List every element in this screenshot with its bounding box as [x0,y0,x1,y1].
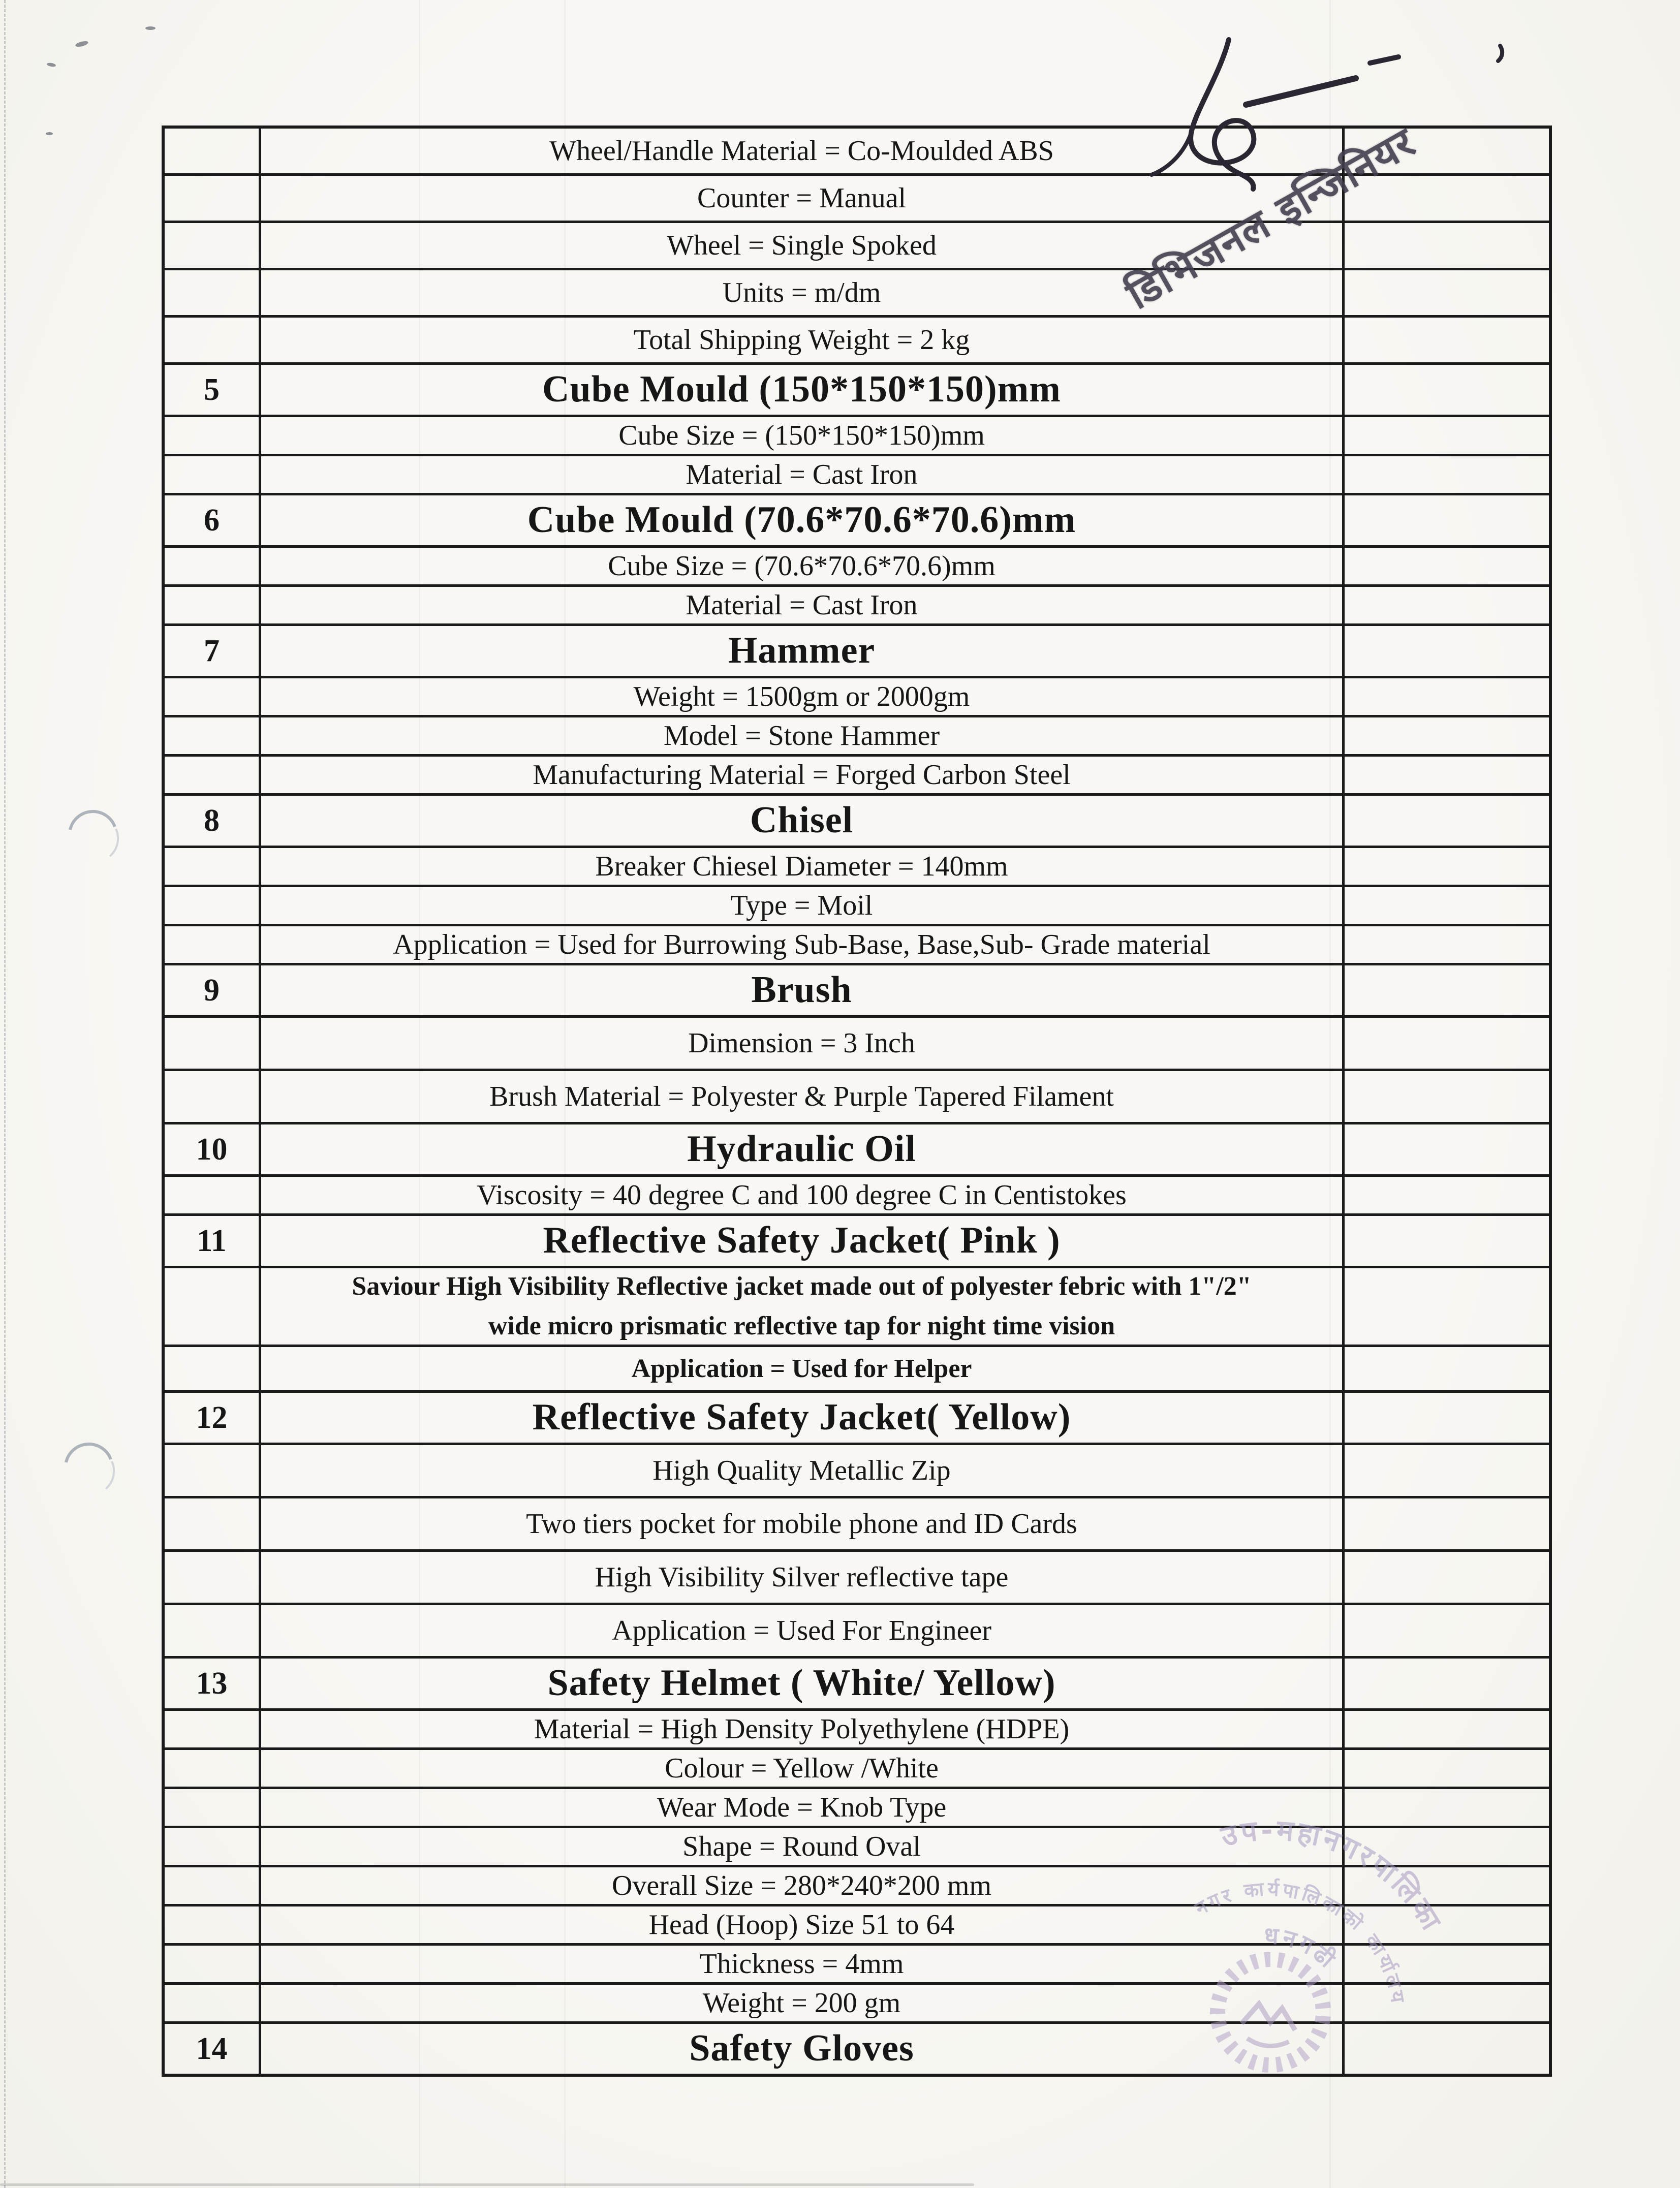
signature-ink [1118,15,1565,218]
item-number-cell [165,887,261,924]
spec-cell [261,1498,1345,1549]
item-number-cell [165,270,261,315]
item-number-cell [165,1789,261,1826]
spec-text: Application = Used For Engineer [612,1614,991,1646]
remarks-empty-cell [1345,1177,1549,1213]
seal-emblem-base [1247,2038,1289,2048]
remarks-empty-cell [1345,456,1549,493]
item-number-cell [165,848,261,885]
spec-text: Hammer [728,630,876,672]
table-row [165,270,1549,318]
spec-cell [261,757,1345,793]
table-row [165,1268,1549,1347]
table-row [165,587,1549,626]
item-number-cell [165,318,261,362]
spec-cell [261,587,1345,623]
spec-cell [261,1177,1345,1213]
table-row [165,365,1549,417]
item-number: 11 [197,1223,227,1258]
item-number-cell [165,1828,261,1865]
item-number: 9 [204,973,220,1008]
spec-text: Material = Cast Iron [686,589,918,621]
table-row [165,678,1549,717]
spec-text: Chisel [750,799,854,841]
table-row [165,1124,1549,1177]
scan-speck [47,62,56,67]
punch-hole [57,1438,123,1504]
remarks-empty-cell [1345,1393,1549,1443]
item-number: 12 [196,1400,228,1435]
remarks-empty-cell [1345,1445,1549,1496]
table-row [165,548,1549,587]
spec-text: Units = m/dm [722,276,881,308]
item-number-cell [165,1124,261,1174]
spec-cell [261,1393,1345,1443]
item-number-cell [165,1605,261,1656]
spec-text: Dimension = 3 Inch [688,1027,915,1059]
svg-text:धनगढी [1260,1921,1346,1977]
spec-text: Cube Size = (70.6*70.6*70.6)mm [608,550,995,582]
remarks-empty-cell [1345,318,1549,362]
spec-line: wide micro prismatic reflective tap for night time vision [488,1311,1115,1340]
table-row [165,626,1549,678]
table-row [165,1216,1549,1268]
spec-line: Saviour High Visibility Reflective jacket made out of polyester febric with 1"/2" [352,1272,1252,1301]
spec-text: Material = High Density Polyethylene (HDPE) [534,1713,1070,1745]
table-row [165,1347,1549,1393]
item-number-cell [165,678,261,715]
remarks-empty-cell [1345,417,1549,454]
table-row [165,1659,1549,1711]
table-row [165,223,1549,270]
spec-text: High Quality Metallic Zip [652,1454,951,1486]
item-number-cell [165,1498,261,1549]
spec-text [352,1267,1251,1346]
seal-text-inner: धनगढी [1263,1921,1343,1975]
table-row [165,796,1549,848]
item-number-cell [165,176,261,221]
spec-cell [261,678,1345,715]
item-number-cell [165,757,261,793]
item-number-cell [165,1867,261,1904]
spec-cell [261,1268,1345,1345]
spec-cell [261,926,1345,963]
item-number-cell [165,495,261,545]
remarks-empty-cell [1345,1018,1549,1069]
item-number-cell [165,456,261,493]
remarks-empty-cell [1345,1071,1549,1122]
spec-text: Weight = 200 gm [702,1987,901,2019]
spec-cell [261,318,1345,362]
item-number-cell [165,1659,261,1708]
remarks-empty-cell [1345,965,1549,1015]
spec-text: Application = Used for Burrowing Sub-Base, Base,Sub- Grade material [393,928,1210,960]
scan-speck [75,40,88,48]
table-row [165,1177,1549,1216]
page-edge-perforation [4,0,6,2188]
spec-cell [261,1216,1345,1266]
spec-text: Two tiers pocket for mobile phone and ID Cards [526,1508,1077,1540]
svg-text:उप-महानगरपालिका [1207,1807,1458,1941]
spec-cell [261,717,1345,754]
spec-text: Wheel/Handle Material = Co-Moulded ABS [549,135,1054,167]
spec-text: Breaker Chiesel Diameter = 140mm [595,850,1008,882]
item-number-cell [165,223,261,268]
remarks-empty-cell [1345,796,1549,846]
item-number-cell [165,1393,261,1443]
item-number: 8 [204,803,220,838]
spec-text: Thickness = 4mm [699,1948,904,1980]
spec-text: Total Shipping Weight = 2 kg [633,324,970,356]
item-number-cell [165,365,261,415]
spec-cell [261,1445,1345,1496]
spec-cell [261,1124,1345,1174]
spec-text: Head (Hoop) Size 51 to 64 [648,1909,955,1941]
table-row [165,417,1549,456]
item-number-cell [165,2024,261,2074]
remarks-empty-cell [1345,1711,1549,1747]
punch-hole [61,805,127,871]
item-number-cell [165,1946,261,1982]
spec-text: Manufacturing Material = Forged Carbon Steel [533,759,1071,791]
remarks-empty-cell [1345,1498,1549,1549]
table-row [165,1552,1549,1605]
spec-cell [261,887,1345,924]
item-number-cell [165,1177,261,1213]
spec-text: Brush Material = Polyester & Purple Tapered Filament [489,1080,1114,1112]
spec-cell [261,1750,1345,1787]
table-row [165,926,1549,965]
item-number-cell [165,717,261,754]
item-number-cell [165,626,261,676]
scan-speck [145,26,155,30]
remarks-empty-cell [1345,887,1549,924]
spec-cell [261,1552,1345,1603]
spec-text: Reflective Safety Jacket( Yellow) [532,1396,1071,1439]
spec-cell [261,1711,1345,1747]
spec-cell [261,417,1345,454]
seal-text-outer: उप-महानगरपालिका [1218,1814,1449,1939]
spec-text: Cube Size = (150*150*150)mm [618,419,985,451]
spec-text: Application = Used for Helper [631,1354,972,1383]
spec-cell [261,796,1345,846]
scan-speck [46,132,53,135]
item-number: 7 [204,633,220,668]
office-seal [1082,1784,1680,2188]
table-row [165,1071,1549,1124]
remarks-empty-cell [1345,678,1549,715]
spec-text: Wear Mode = Knob Type [657,1791,947,1823]
item-number-cell [165,1347,261,1390]
item-number-cell [165,1906,261,1943]
remarks-empty-cell [1345,1750,1549,1787]
table-row [165,965,1549,1018]
spec-text: Safety Gloves [689,2027,914,2070]
spec-text: Material = Cast Iron [686,458,918,490]
table-row [165,1393,1549,1445]
seal-wreath [1212,1954,1329,2071]
remarks-empty-cell [1345,223,1549,268]
item-number: 6 [204,503,220,538]
item-number-cell [165,1985,261,2021]
spec-text: Safety Helmet ( White/ Yellow) [547,1662,1056,1704]
remarks-empty-cell [1345,626,1549,676]
spec-text: Reflective Safety Jacket( Pink ) [543,1220,1061,1262]
scan-edge-shadow [0,2183,974,2186]
spec-text: Shape = Round Oval [682,1830,921,1862]
spec-cell [261,1659,1345,1708]
remarks-empty-cell [1345,495,1549,545]
item-number-cell [165,926,261,963]
item-number-cell [165,1216,261,1266]
spec-text: Wheel = Single Spoked [667,229,937,261]
spec-text: High Visibility Silver reflective tape [595,1561,1009,1593]
item-number: 14 [196,2031,228,2066]
table-row [165,318,1549,365]
spec-text: Brush [751,969,852,1011]
spec-text: Colour = Yellow /White [665,1752,939,1784]
table-row [165,1711,1549,1750]
remarks-empty-cell [1345,717,1549,754]
table-row [165,1605,1549,1659]
spec-cell [261,1347,1345,1390]
remarks-empty-cell [1345,1216,1549,1266]
remarks-empty-cell [1345,270,1549,315]
item-number-cell [165,1445,261,1496]
item-number-cell [165,129,261,173]
spec-cell [261,848,1345,885]
seal-text-middle: नगर कार्यपालिकाको कार्यालय [1191,1877,1410,2007]
remarks-empty-cell [1345,587,1549,623]
remarks-empty-cell [1345,848,1549,885]
table-row [165,495,1549,548]
item-number: 5 [204,372,220,407]
item-number-cell [165,1552,261,1603]
item-number-cell [165,417,261,454]
table-row [165,887,1549,926]
spec-cell [261,495,1345,545]
spec-cell [261,1605,1345,1656]
remarks-empty-cell [1345,757,1549,793]
item-number-cell [165,587,261,623]
item-number-cell [165,1071,261,1122]
item-number-cell [165,548,261,584]
spec-text: Viscosity = 40 degree C and 100 degree C in Centistokes [477,1179,1127,1211]
item-number: 13 [196,1666,228,1701]
spec-cell [261,965,1345,1015]
spec-text: Weight = 1500gm or 2000gm [633,680,970,712]
spec-text: Counter = Manual [697,182,907,214]
table-row [165,1018,1549,1071]
spec-text: Model = Stone Hammer [663,720,940,752]
spec-cell [261,548,1345,584]
table-row [165,1498,1549,1552]
spec-cell [261,456,1345,493]
item-number-cell [165,1711,261,1747]
remarks-empty-cell [1345,1347,1549,1390]
divisional-engineer-stamp: डिभिजनल इन्जिनियर [1118,118,1423,319]
item-number-cell [165,796,261,846]
spec-cell [261,626,1345,676]
remarks-empty-cell [1345,1268,1549,1345]
item-number-cell [165,1018,261,1069]
remarks-empty-cell [1345,1552,1549,1603]
item-number: 10 [196,1132,228,1167]
item-number-cell [165,965,261,1015]
spec-cell [261,1071,1345,1122]
spec-text: Overall Size = 280*240*200 mm [611,1869,992,1901]
spec-cell [261,1018,1345,1069]
remarks-empty-cell [1345,1124,1549,1174]
spec-text: Type = Moil [730,889,873,921]
seal-emblem [1241,2002,1297,2030]
remarks-empty-cell [1345,365,1549,415]
remarks-empty-cell [1345,1659,1549,1708]
item-number-cell [165,1750,261,1787]
table-row [165,757,1549,796]
item-number-cell [165,1268,261,1345]
table-row [165,717,1549,757]
table-row [165,1445,1549,1498]
table-row [165,456,1549,495]
spec-text: Hydraulic Oil [687,1128,916,1170]
remarks-empty-cell [1345,1605,1549,1656]
spec-cell [261,365,1345,415]
table-row [165,848,1549,887]
remarks-empty-cell [1345,548,1549,584]
spec-text: Cube Mould (70.6*70.6*70.6)mm [527,499,1076,541]
spec-text: Cube Mould (150*150*150)mm [542,368,1061,411]
remarks-empty-cell [1345,926,1549,963]
